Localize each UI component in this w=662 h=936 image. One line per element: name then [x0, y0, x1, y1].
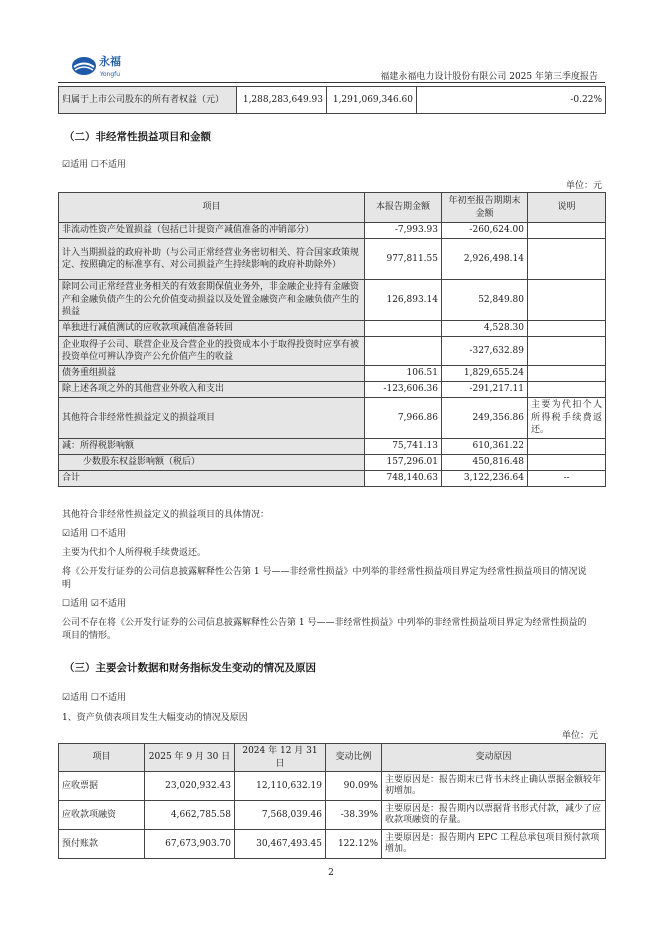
table-row	[59, 398, 606, 439]
equity-change: -0.22%	[417, 87, 606, 114]
equity-value-2: 1,291,069,346.60	[327, 87, 417, 114]
row-current: -123,606.36	[365, 382, 442, 398]
page-number: 2	[328, 868, 334, 878]
row-value-a: 4,662,785.58	[145, 801, 235, 830]
col-pct-header: 变动比例	[326, 744, 382, 772]
row-item: 应收票据	[59, 772, 145, 801]
col-note-header: 说明	[528, 193, 606, 223]
section2-unit: 单位：元	[565, 181, 602, 191]
row-ytd: -260,624.00	[442, 223, 528, 239]
other-def-label: 其他符合非经常性损益定义的损益项目的具体情况：	[62, 510, 270, 520]
row-note: 主要为代扣个人所得税手续费返还。	[528, 398, 606, 439]
row-ytd: -327,632.89	[442, 337, 528, 366]
row-note	[528, 455, 606, 471]
row-current: 75,741.13	[365, 439, 442, 455]
row-note	[528, 223, 606, 239]
row-ytd: 610,361.22	[442, 439, 528, 455]
row-ytd: 3,122,236.64	[442, 471, 528, 487]
row-ytd: 4,528.30	[442, 321, 528, 337]
col-current-header: 本报告期金额	[365, 193, 442, 223]
table-row	[59, 337, 606, 366]
row-item: 债务重组损益	[59, 366, 365, 382]
row-value-b: 30,467,493.45	[235, 830, 326, 859]
row-current: 126,893.14	[365, 280, 442, 321]
table-row	[59, 280, 606, 321]
row-item: 除同公司正常经营业务相关的有效套期保值业务外，非金融企业持有金融资产和金融负债产生的公允价值变动损益以及处置金融资产和金融负债产生的损益	[59, 280, 365, 321]
row-note	[528, 321, 606, 337]
row-ytd: 2,926,498.14	[442, 239, 528, 280]
row-note	[528, 280, 606, 321]
row-note	[528, 239, 606, 280]
row-item: 非流动性资产处置损益（包括已计提资产减值准备的冲销部分）	[59, 223, 365, 239]
col-reason-header: 变动原因	[382, 744, 606, 772]
row-item: 其他符合非经常性损益定义的损益项目	[59, 398, 365, 439]
company-logo	[70, 52, 126, 82]
section3-heading: （三）主要会计数据和财务指标发生变动的情况及原因	[64, 662, 316, 674]
header-divider	[58, 82, 605, 83]
row-reason: 主要原因是：报告期内以票据背书形式付款，减少了应收款项融资的存量。	[382, 801, 606, 830]
row-current	[365, 337, 442, 366]
reclass-title: 将《公开发行证券的公司信息披露解释性公告第 1 号——非经常性损益》中列举的非经常性损益项目界定为经常性损益项目的情况说明	[62, 567, 587, 590]
section3-subtitle: 1、资产负债表项目发生大幅变动的情况及原因	[62, 713, 248, 723]
row-current: 748,140.63	[365, 471, 442, 487]
table-row	[59, 382, 606, 398]
col-date1-header: 2025 年 9 月 30 日	[145, 744, 235, 772]
table-row	[59, 439, 606, 455]
balance-change-table	[58, 743, 606, 859]
row-item: 合计	[59, 471, 365, 487]
table-row	[59, 239, 606, 280]
row-pct: -38.39%	[326, 801, 382, 830]
col-date2-header: 2024 年 12 月 31 日	[235, 744, 326, 772]
row-reason: 主要原因是：报告期末已背书未终止确认票据金额较年初增加。	[382, 772, 606, 801]
section2-heading: （二）非经常性损益项目和金额	[64, 131, 211, 143]
equity-row-table	[58, 86, 606, 114]
document-title: 福建永福电力设计股份有限公司 2025 年第三季度报告	[380, 72, 598, 82]
row-note	[528, 382, 606, 398]
row-item: 企业取得子公司、联营企业及合营企业的投资成本小于取得投资时应享有被投资单位可辨认净资产公允价值产生的收益	[59, 337, 365, 366]
section3-unit: 单位：元	[561, 731, 598, 741]
equity-value-1: 1,288,283,649.93	[237, 87, 327, 114]
col-ytd-header: 年初至报告期期末金额	[442, 193, 528, 223]
row-note	[528, 439, 606, 455]
nonrecurring-header-row	[59, 193, 606, 223]
table-row	[59, 772, 606, 801]
row-item: 应收款项融资	[59, 801, 145, 830]
table-row	[59, 830, 606, 859]
row-item: 单独进行减值测试的应收款项减值准备转回	[59, 321, 365, 337]
row-item: 少数股东权益影响额（税后）	[59, 455, 365, 471]
table-row	[59, 801, 606, 830]
table-row	[59, 455, 606, 471]
row-item: 减：所得税影响额	[59, 439, 365, 455]
row-current: -7,993.93	[365, 223, 442, 239]
table-row	[59, 321, 606, 337]
row-current: 157,296.01	[365, 455, 442, 471]
other-def-applicable: ☑适用 ☐不适用	[62, 529, 126, 539]
section3-applicable: ☑适用 ☐不适用	[62, 693, 126, 703]
nonrecurring-table	[58, 192, 606, 487]
logo-mark-icon	[70, 52, 126, 82]
row-current: 977,811.55	[365, 239, 442, 280]
row-note	[528, 366, 606, 382]
svg-text:Yongfu: Yongfu	[100, 71, 121, 78]
row-ytd: -291,217.11	[442, 382, 528, 398]
col-item-header: 项目	[59, 744, 145, 772]
row-item: 计入当期损益的政府补助（与公司正常经营业务密切相关、符合国家政策规定、按照确定的标准享有、对公司损益产生持续影响的政府补助除外）	[59, 239, 365, 280]
row-current: 106.51	[365, 366, 442, 382]
row-ytd: 52,849.80	[442, 280, 528, 321]
row-item: 预付账款	[59, 830, 145, 859]
row-ytd: 249,356.86	[442, 398, 528, 439]
reclass-text: 公司不存在将《公开发行证券的公司信息披露解释性公告第 1 号——非经常性损益》中列举的非经常性损益项目界定为经常性损益的项目的情形。	[62, 618, 587, 641]
balance-header-row	[59, 744, 606, 772]
table-row-total	[59, 471, 606, 487]
equity-label: 归属于上市公司股东的所有者权益（元）	[59, 87, 237, 114]
row-ytd: 450,816.48	[442, 455, 528, 471]
row-pct: 122.12%	[326, 830, 382, 859]
table-row	[59, 223, 606, 239]
row-current: 7,966.86	[365, 398, 442, 439]
row-item: 除上述各项之外的其他营业外收入和支出	[59, 382, 365, 398]
row-ytd: 1,829,655.24	[442, 366, 528, 382]
reclass-applicable: ☐适用 ☑不适用	[62, 599, 126, 609]
row-value-b: 12,110,632.19	[235, 772, 326, 801]
row-note	[528, 337, 606, 366]
row-note: --	[528, 471, 606, 487]
table-row	[59, 366, 606, 382]
row-pct: 90.09%	[326, 772, 382, 801]
row-value-b: 7,568,039.46	[235, 801, 326, 830]
row-value-a: 67,673,903.70	[145, 830, 235, 859]
section2-applicable: ☑适用 ☐不适用	[62, 160, 126, 170]
svg-text:永福: 永福	[99, 55, 121, 68]
row-value-a: 23,020,932.43	[145, 772, 235, 801]
row-reason: 主要原因是：报告期内 EPC 工程总承包项目预付款项增加。	[382, 830, 606, 859]
col-item-header: 项目	[59, 193, 365, 223]
row-current	[365, 321, 442, 337]
other-def-text: 主要为代扣个人所得税手续费返还。	[62, 548, 207, 558]
